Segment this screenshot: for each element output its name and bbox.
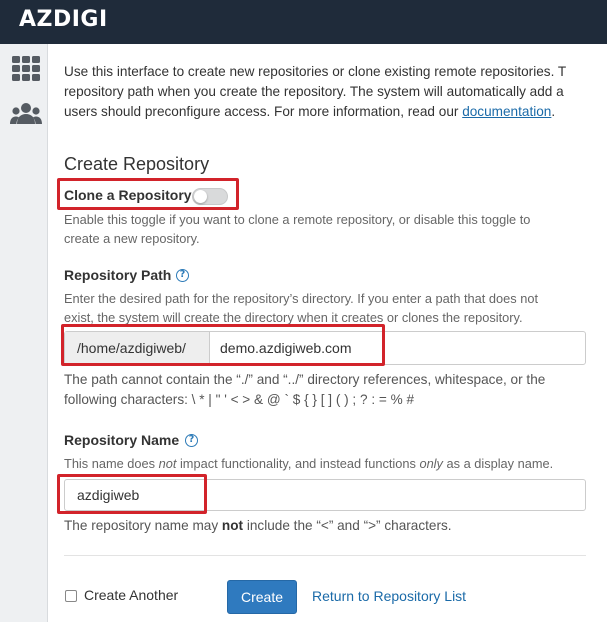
path-help-line-1: Enter the desired path for the repository’s directory. If you enter a path that does not (64, 291, 538, 306)
intro-line-2: repository path when you create the repository. The system will automatically add a (64, 84, 564, 99)
grid-icon[interactable] (10, 54, 42, 84)
intro-line-3 (64, 102, 607, 122)
create-another-checkbox[interactable] (65, 590, 77, 602)
clone-help-text (64, 210, 530, 248)
path-rules-text (64, 370, 545, 410)
create-button[interactable]: Create (227, 580, 297, 614)
name-help-middle: impact functionality, and instead functions (176, 456, 420, 471)
create-another-label[interactable]: Create Another (84, 587, 179, 603)
path-help-line-2: exist, the system will create the directory when it creates or clones the repository. (64, 310, 523, 325)
clone-repository-label: Clone a Repository (64, 187, 192, 203)
name-help-only: only (419, 456, 443, 471)
users-icon[interactable] (10, 100, 42, 130)
brand-logo[interactable]: AZDIGI (19, 7, 108, 32)
sidebar (0, 44, 48, 622)
repository-name-input[interactable] (64, 479, 586, 511)
name-rules-not: not (221, 518, 244, 533)
intro-text (64, 62, 607, 122)
repository-name-label: Repository Name (64, 432, 180, 448)
path-help-icon[interactable]: ? (176, 269, 189, 282)
intro-line-3-prefix: users should preconfigure access. For more information, read our (64, 104, 463, 119)
name-help-text (64, 454, 553, 473)
name-help-prefix: This name does (64, 456, 159, 471)
repository-path-input[interactable] (210, 332, 585, 364)
toggle-knob (194, 190, 207, 203)
name-rules-prefix: The repository name may (64, 518, 222, 533)
repository-path-group (64, 331, 586, 365)
name-rules-suffix: include the “<” and “>” characters. (243, 518, 452, 533)
form-divider (64, 555, 586, 556)
top-header (0, 0, 607, 44)
return-to-list-link[interactable]: Return to Repository List (312, 588, 467, 604)
documentation-link[interactable]: documentation (462, 104, 552, 119)
path-rules-line-2: following characters: \ * | " ' < > & @ ` $ { } [ ] ( ) ; ? : = % # (64, 392, 415, 407)
name-help-suffix: as a display name. (442, 456, 554, 471)
intro-line-3-suffix: . (551, 104, 556, 119)
name-help-icon[interactable]: ? (185, 434, 198, 447)
path-prefix: /home/azdigiweb/ (65, 332, 210, 364)
clone-help-line-2: create a new repository. (64, 231, 200, 246)
repository-path-label: Repository Path (64, 267, 172, 283)
path-rules-line-1: The path cannot contain the “./” and “../” directory references, whitespace, or the (64, 372, 546, 387)
intro-line-1: Use this interface to create new repositories or clone existing remote repositories. T (64, 64, 567, 79)
path-help-text (64, 289, 538, 327)
clone-repository-toggle[interactable] (192, 188, 228, 205)
clone-help-line-1: Enable this toggle if you want to clone a remote repository, or disable this toggle to (64, 212, 531, 227)
main-content (49, 44, 607, 622)
section-title: Create Repository (64, 154, 210, 174)
name-rules-text (64, 516, 452, 536)
name-help-not: not (158, 456, 177, 471)
